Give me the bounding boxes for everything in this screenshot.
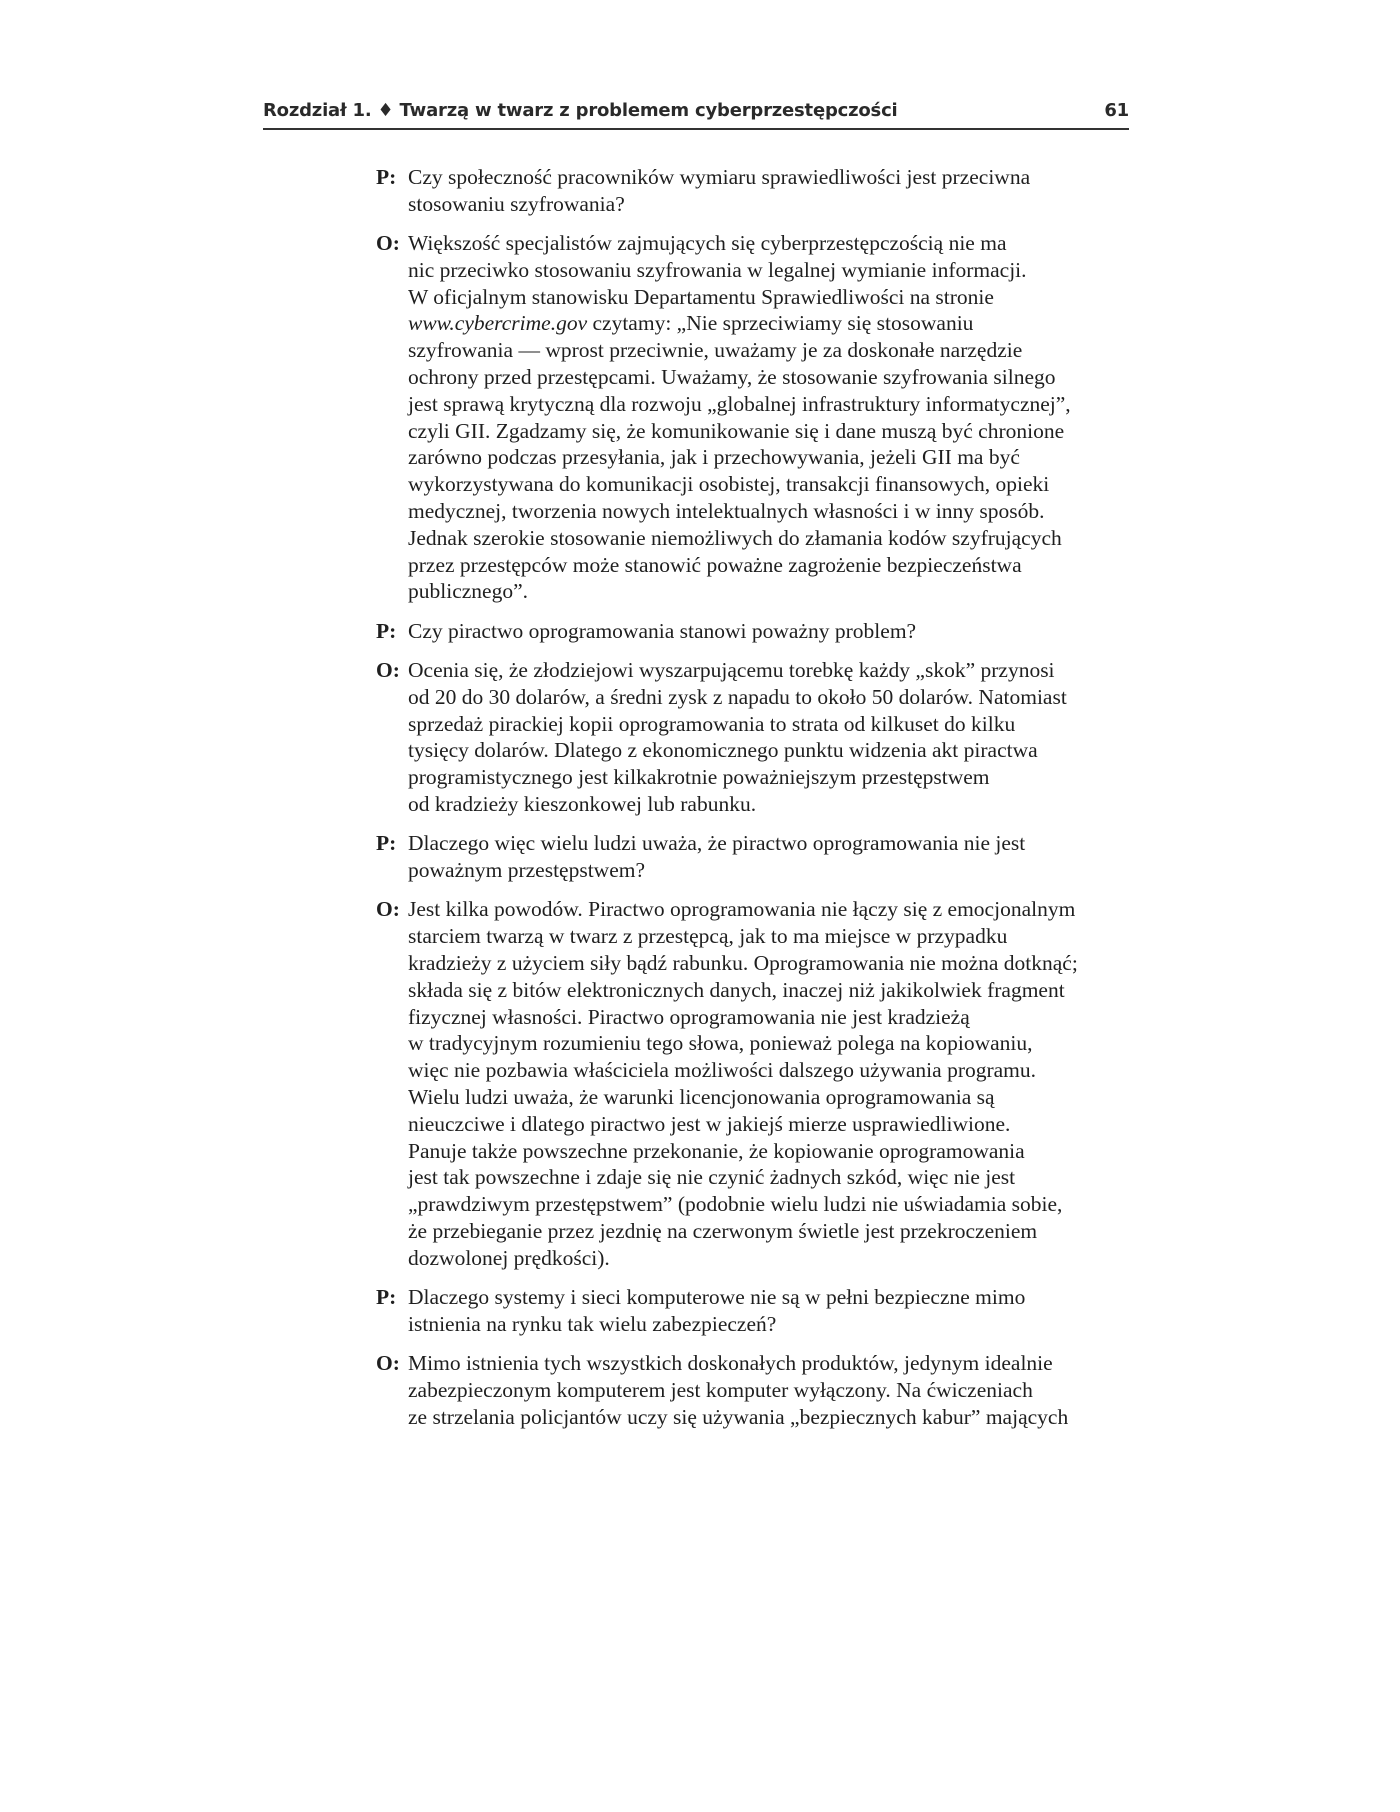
text-line: zabezpieczonym komputerem jest komputer wyłączony. Na ćwiczeniach xyxy=(408,1377,1033,1402)
text-line: kradzieży z użyciem siły bądź rabunku. Oprogramowania nie można dotknąć; xyxy=(408,951,1078,976)
url-text: www.cybercrime.gov xyxy=(408,311,588,336)
answer xyxy=(376,896,1136,1271)
text-line: od 20 do 30 dolarów, a średni zysk z napadu to około 50 dolarów. Natomiast xyxy=(408,684,1067,709)
text-line: medycznej, tworzenia nowych intelektualnych własności i w inny sposób. xyxy=(408,499,1045,524)
answer xyxy=(376,657,1136,818)
question xyxy=(376,830,1136,884)
text-line: Jest kilka powodów. Piractwo oprogramowania nie łączy się z emocjonalnym xyxy=(408,897,1076,922)
text-line: w tradycyjnym rozumieniu tego słowa, ponieważ polega na kopiowaniu, xyxy=(408,1031,1033,1056)
text-line: zarówno podczas przesyłania, jak i przechowywania, jeżeli GII ma być xyxy=(408,445,1020,470)
text-line: szyfrowania — wprost przeciwnie, uważamy je za doskonałe narzędzie xyxy=(408,338,1023,363)
question-marker: P: xyxy=(376,165,397,189)
text-line: nic przeciwko stosowaniu szyfrowania w legalnej wymianie informacji. xyxy=(408,257,1027,282)
text-line: Wielu ludzi uważa, że warunki licencjonowania oprogramowania są xyxy=(408,1085,995,1109)
text-line: „prawdziwym przestępstwem” (podobnie wielu ludzi nie uświadamia sobie, xyxy=(408,1192,1063,1217)
answer xyxy=(376,230,1136,605)
text-line: nieuczciwe i dlatego piractwo jest w jakiejś mierze usprawiedliwione. xyxy=(408,1111,1011,1136)
answer-marker: O: xyxy=(376,658,400,683)
text-line: jest tak powszechne i zdaje się nie czynić żadnych szkód, więc nie jest xyxy=(408,1165,1016,1190)
question-marker: P: xyxy=(376,831,397,856)
answer-text xyxy=(408,896,1136,1271)
question-marker: P: xyxy=(376,1285,397,1310)
text-line: ze strzelania policjantów uczy się używania „bezpiecznych kabur” mających xyxy=(408,1404,1069,1429)
text-line: starciem twarzą w twarz z przestępcą, jak to ma miejsce w przypadku xyxy=(408,924,1008,949)
text-line: od kradzieży kieszonkowej lub rabunku. xyxy=(408,792,757,817)
text-line: Czy społeczność pracowników wymiaru sprawiedliwości jest przeciwna xyxy=(408,165,1031,189)
text-line: więc nie pozbawia właściciela możliwości dalszego używania programu. xyxy=(408,1058,1037,1083)
question-text xyxy=(408,618,1136,645)
question xyxy=(376,1284,1136,1338)
text-line: Większość specjalistów zajmujących się cyberprzestępczością nie ma xyxy=(408,231,1007,256)
text-line: W oficjalnym stanowisku Departamentu Sprawiedliwości na stronie xyxy=(408,284,994,309)
answer-marker: O: xyxy=(376,1351,400,1376)
question xyxy=(376,164,1136,218)
text-line: Czy piractwo oprogramowania stanowi poważny problem? xyxy=(408,618,917,643)
running-header xyxy=(263,98,1129,130)
question xyxy=(376,618,1136,645)
text-line: Dlaczego systemy i sieci komputerowe nie są w pełni bezpieczne mimo xyxy=(408,1285,1026,1310)
text-line: sprzedaż pirackiej kopii oprogramowania to strata od kilkuset do kilku xyxy=(408,711,1016,736)
text-line: jest sprawą krytyczną dla rozwoju „globalnej infrastruktury informatycznej”, xyxy=(408,391,1071,416)
question-text xyxy=(408,1284,1136,1338)
text-line: Ocenia się, że złodziejowi wyszarpującemu torebkę każdy „skok” przynosi xyxy=(408,658,1055,683)
text-line: składa się z bitów elektronicznych danych, inaczej niż jakikolwiek fragment xyxy=(408,977,1065,1002)
text-line: fizycznej własności. Piractwo oprogramowania nie jest kradzieżą xyxy=(408,1004,970,1029)
text-line: Panuje także powszechne przekonanie, że kopiowanie oprogramowania xyxy=(408,1138,1025,1163)
text-line: wykorzystywana do komunikacji osobistej, transakcji finansowych, opieki xyxy=(408,472,1050,497)
text-line: poważnym przestępstwem? xyxy=(408,858,646,883)
text-line: publicznego”. xyxy=(408,579,528,604)
text-line: ochrony przed przestępcami. Uważamy, że stosowanie szyfrowania silnego xyxy=(408,365,1056,390)
text-line: istnienia na rynku tak wielu zabezpieczeń? xyxy=(408,1311,777,1336)
answer-marker: O: xyxy=(376,897,400,922)
text-line: że przebieganie przez jezdnię na czerwonym świetle jest przekroczeniem xyxy=(408,1218,1038,1243)
text-line: przez przestępców może stanowić poważne zagrożenie bezpieczeństwa xyxy=(408,552,1022,577)
text-line: tysięcy dolarów. Dlatego z ekonomicznego punktu widzenia akt piractwa xyxy=(408,738,1038,763)
page-number: 61 xyxy=(1104,100,1129,121)
text-line: Mimo istnienia tych wszystkich doskonałych produktów, jedynym idealnie xyxy=(408,1351,1053,1376)
question-text xyxy=(408,830,1136,884)
text-line-with-url xyxy=(408,310,1136,337)
text-line: dozwolonej prędkości). xyxy=(408,1245,610,1270)
question-marker: P: xyxy=(376,618,397,643)
text-line: programistycznego jest kilkakrotnie poważniejszym przestępstwem xyxy=(408,765,990,790)
url-line-rest: czytamy: „Nie sprzeciwiamy się stosowaniu xyxy=(587,311,974,336)
text-line: Dlaczego więc wielu ludzi uważa, że piractwo oprogramowania nie jest xyxy=(408,831,1026,856)
qa-section xyxy=(376,164,1136,1443)
answer-marker: O: xyxy=(376,231,400,256)
answer-text xyxy=(408,1350,1136,1430)
text-line: czyli GII. Zgadzamy się, że komunikowanie się i dane muszą być chronione xyxy=(408,418,1065,443)
text-line: stosowaniu szyfrowania? xyxy=(408,191,625,216)
question-text xyxy=(408,164,1136,218)
chapter-title: Rozdział 1. ♦ Twarzą w twarz z problemem cyberprzestępczości xyxy=(263,100,898,121)
answer-text xyxy=(408,230,1136,605)
answer-text xyxy=(408,657,1136,818)
answer xyxy=(376,1350,1136,1430)
text-line: Jednak szerokie stosowanie niemożliwych do złamania kodów szyfrujących xyxy=(408,525,1062,550)
